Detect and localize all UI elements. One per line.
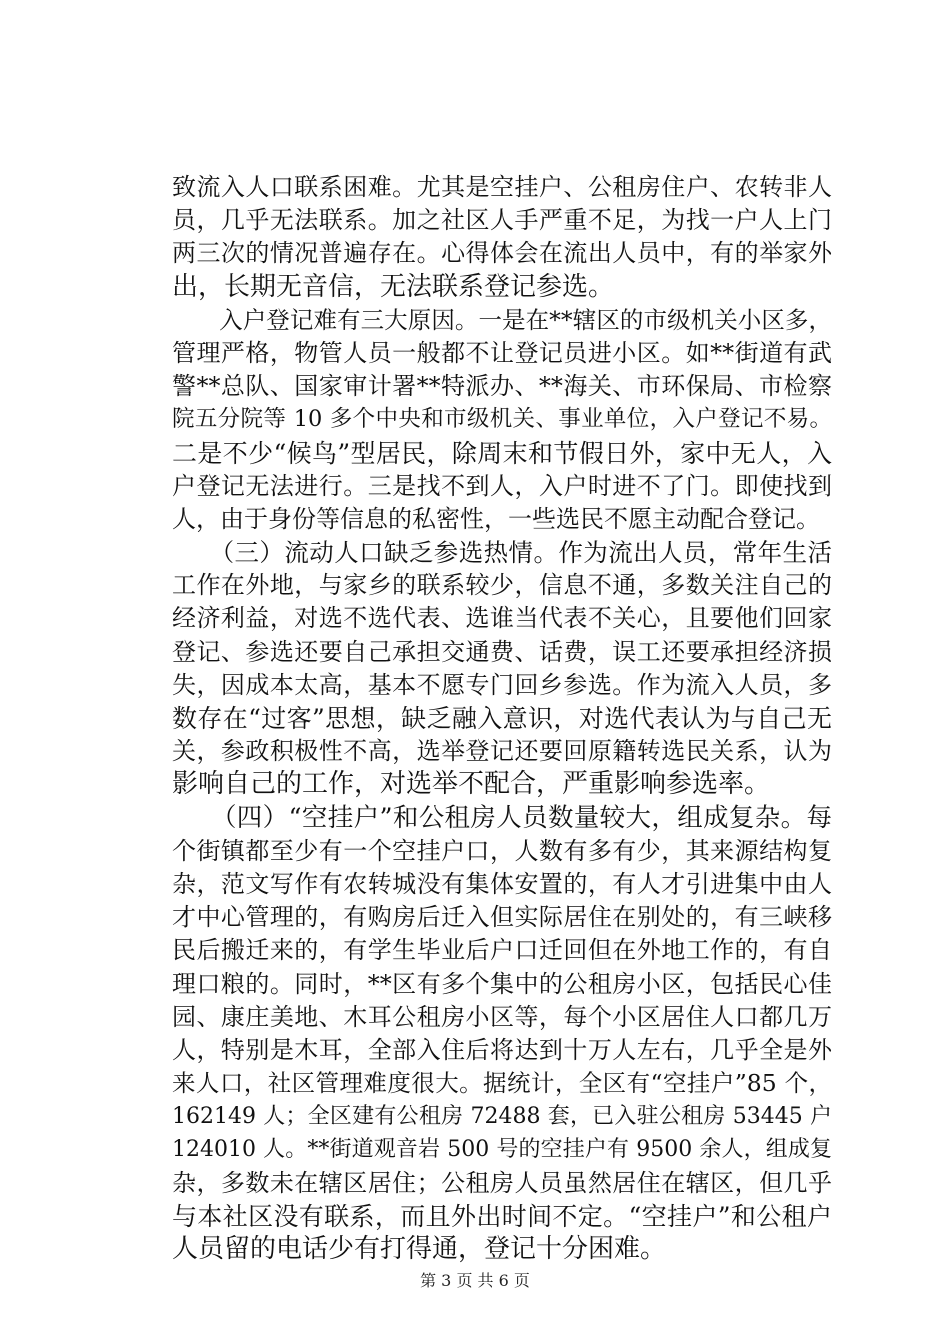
text-line: 162149 人；全区建有公租房 72488 套，已入驻公租房 53445 户: [172, 1104, 832, 1130]
text-line: 入户登记难有三大原因。一是在**辖区的市级机关小区多，: [172, 305, 832, 334]
text-line: 工作在外地，与家乡的联系较少，信息不通，多数关注自己的: [172, 571, 832, 600]
text-line: 数存在“过客”思想，缺乏融入意识，对选代表认为与自己无: [172, 704, 832, 733]
text-line: 124010 人。**街道观音岩 500 号的空挂户有 9500 余人，组成复: [172, 1137, 832, 1163]
text-line: 户登记无法进行。三是找不到人，入户时进不了门。即使找到: [172, 471, 832, 500]
text-line: 失，因成本太高，基本不愿专门回乡参选。作为流入人员，多: [172, 670, 832, 699]
text-line: 杂，范文写作有农转城没有集体安置的，有人才引进集中由人: [172, 869, 832, 898]
text-line: 个街镇都至少有一个空挂户口，人数有多有少，其来源结构复: [172, 836, 832, 865]
text-line: 园、康庄美地、木耳公租房小区等，每个小区居住人口都几万: [172, 1002, 832, 1031]
text-line: 杂，多数未在辖区居住；公租房人员虽然居住在辖区，但几乎: [172, 1168, 832, 1197]
text-line: 人，由于身份等信息的私密性，一些选民不愿主动配合登记。: [172, 504, 820, 533]
page-footer: 第 3 页 共 6 页: [420, 1271, 530, 1290]
text-line: 关，参政积极性不高，选举登记还要回原籍转选民关系，认为: [172, 737, 832, 766]
text-line: 来人口，社区管理难度很大。据统计，全区有“空挂户”85 个，: [172, 1069, 832, 1098]
text-line: 警**总队、国家审计署**特派办、**海关、市环保局、市检察: [172, 372, 832, 401]
text-line: 经济利益，对选不选代表、选谁当代表不关心，且要他们回家: [172, 604, 832, 633]
text-line: 理口粮的。同时，**区有多个集中的公租房小区，包括民心佳: [172, 969, 832, 998]
text-line: 人员留的电话少有打得通，登记十分困难。: [172, 1234, 667, 1264]
text-line: 二是不少“候鸟”型居民，除周末和节假日外，家中无人，入: [172, 438, 832, 468]
text-line: 出，长期无音信，无法联系登记参选。: [172, 271, 615, 302]
text-line: 才中心管理的，有购房后迁入但实际居住在别处的，有三峡移: [172, 903, 832, 932]
text-line: 民后搬迁来的，有学生毕业后户口迁回但在外地工作的，有自: [172, 936, 832, 965]
text-line: 两三次的情况普遍存在。心得体会在流出人员中，有的举家外: [172, 239, 832, 268]
text-line: 登记、参选还要自己承担交通费、话费，误工还要承担经济损: [172, 637, 832, 666]
document-body: [172, 171, 832, 1266]
text-line: （四）“空挂户”和公租房人员数量较大，组成复杂。每: [172, 802, 832, 833]
text-line: （三）流动人口缺乏参选热情。作为流出人员，常年生活: [172, 538, 832, 568]
text-line: 管理严格，物管人员一般都不让登记员进小区。如**街道有武: [172, 338, 832, 367]
text-line: 与本社区没有联系，而且外出时间不定。“空挂户”和公租户: [172, 1201, 832, 1231]
text-line: 致流入人口联系困难。尤其是空挂户、公租房住户、农转非人: [172, 173, 832, 201]
text-line: 员，几乎无法联系。加之社区人手严重不足，为找一户人上门: [172, 206, 832, 235]
text-line: 影响自己的工作，对选举不配合，严重影响参选率。: [172, 769, 771, 800]
text-line: 院五分院等 10 多个中央和市级机关、事业单位，入户登记不易。: [172, 406, 832, 433]
text-line: 人，特别是木耳，全部入住后将达到十万人左右，几乎全是外: [172, 1035, 832, 1064]
